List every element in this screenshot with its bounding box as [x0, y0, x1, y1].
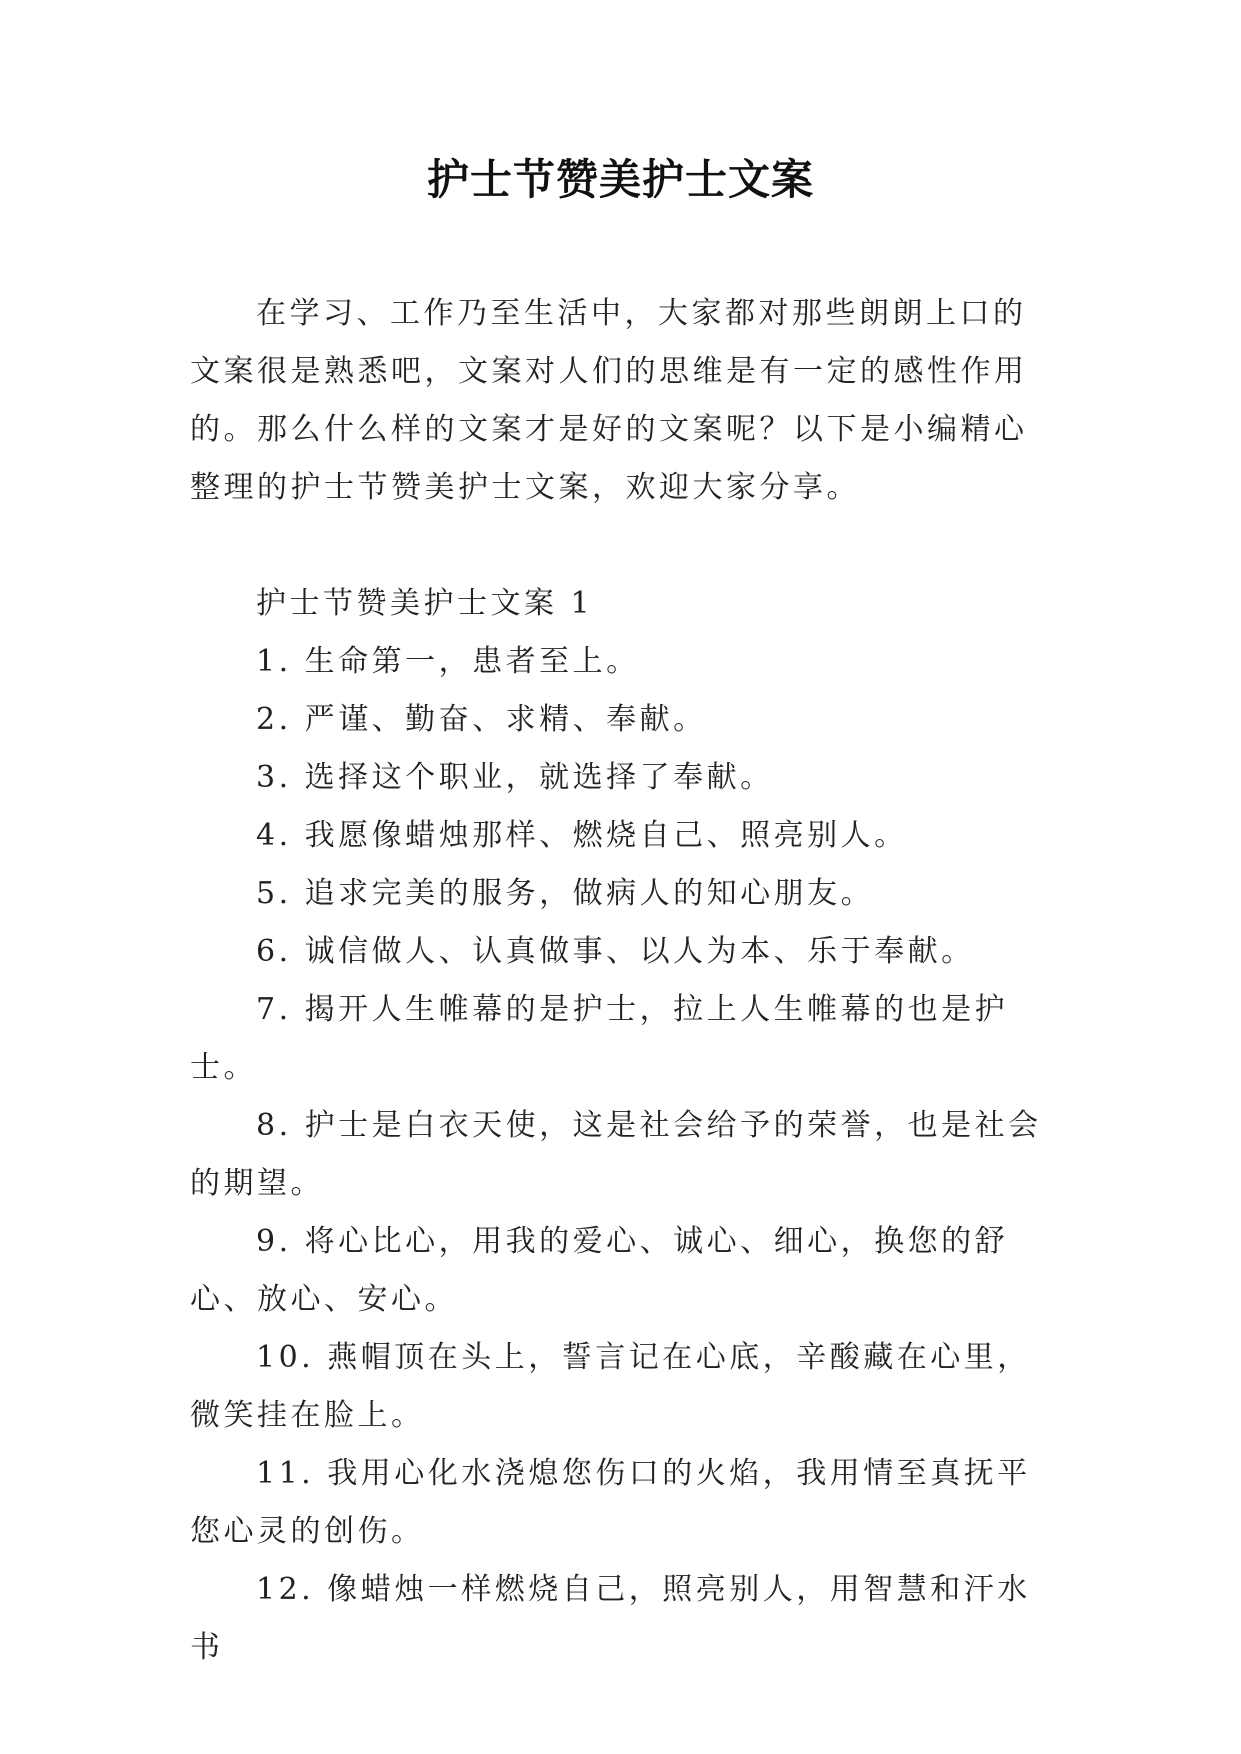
- list-item: 10. 燕帽顶在头上，誓言记在心底，辛酸藏在心里，微笑挂在脸上。: [190, 1340, 1031, 1433]
- slogan-list: [190, 575, 1058, 1677]
- list-item: 12. 像蜡烛一样燃烧自己，照亮别人，用智慧和汗水书: [190, 1572, 1031, 1665]
- list-item: 4. 我愿像蜡烛那样、燃烧自己、照亮别人。: [256, 818, 908, 853]
- list-item: 8. 护士是白衣天使，这是社会给予的荣誉，也是社会的期望。: [190, 1108, 1042, 1201]
- list-item: 6. 诚信做人、认真做事、以人为本、乐于奉献。: [256, 934, 975, 969]
- intro-paragraph: 在学习、工作乃至生活中，大家都对那些朗朗上口的文案很是熟悉吧，文案对人们的思维是有一定的感性作用的。那么什么样的文案才是好的文案呢？以下是小编精心整理的护士节赞美护士文案，欢迎大家分享。: [190, 296, 1028, 505]
- document-title: 护士节赞美护士文案: [426, 155, 814, 204]
- list-item: 1. 生命第一，患者至上。: [256, 644, 640, 679]
- list-item: 11. 我用心化水浇熄您伤口的火焰，我用情至真抚平您心灵的创伤。: [190, 1456, 1031, 1549]
- list-item: 9. 将心比心，用我的爱心、诚心、细心，换您的舒心、放心、安心。: [190, 1224, 1009, 1317]
- section-heading: 护士节赞美护士文案 1: [256, 586, 594, 621]
- list-item: 5. 追求完美的服务，做病人的知心朋友。: [256, 876, 875, 911]
- list-item: 2. 严谨、勤奋、求精、奉献。: [256, 702, 707, 737]
- list-item: 7. 揭开人生帷幕的是护士，拉上人生帷幕的也是护士。: [190, 992, 1009, 1085]
- list-item: 3. 选择这个职业，就选择了奉献。: [256, 760, 774, 795]
